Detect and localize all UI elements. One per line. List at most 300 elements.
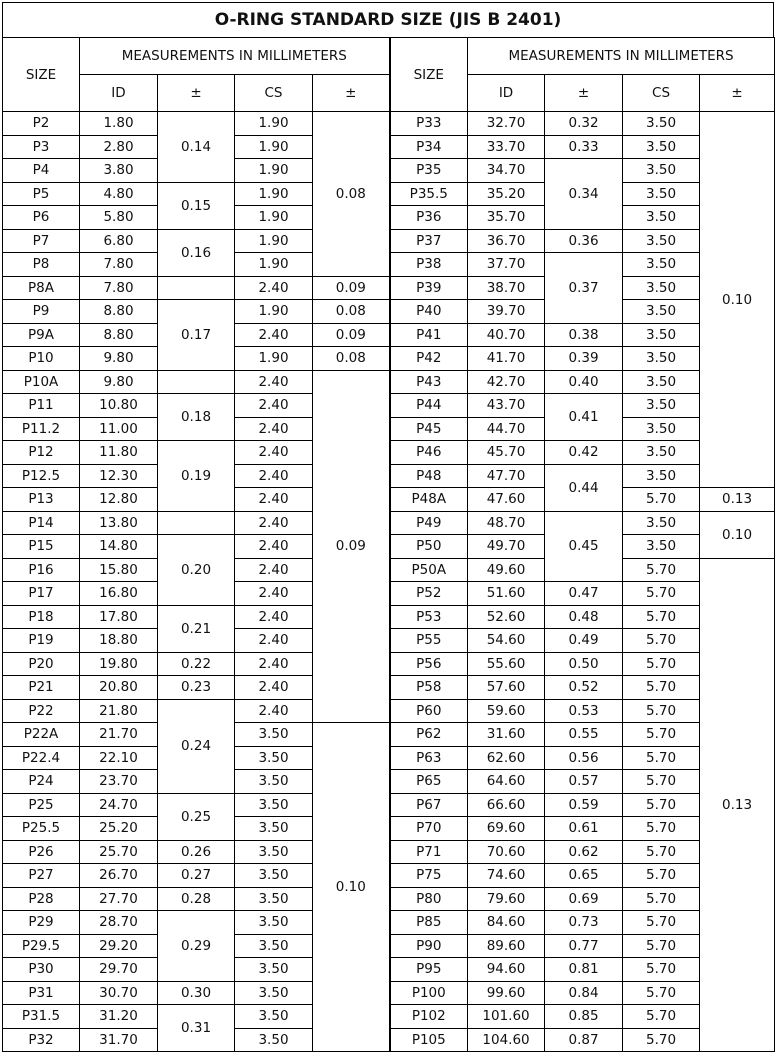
id-cell: 51.60 [468,582,545,606]
id-tolerance-cell: 0.28 [158,887,235,911]
size-cell: P71 [390,840,468,864]
id-tolerance-cell: 0.73 [545,911,623,935]
id-cell: 37.70 [468,253,545,277]
size-cell: P80 [390,887,468,911]
id-cell: 7.80 [80,276,158,300]
size-cell: P34 [390,135,468,159]
size-cell: P95 [390,958,468,982]
size-cell: P18 [3,605,80,629]
cs-cell: 2.40 [235,652,313,676]
id-cell: 27.70 [80,887,158,911]
cs-cell: 2.40 [235,699,313,723]
size-cell: P8 [3,253,80,277]
id-cell: 39.70 [468,300,545,324]
cs-cell: 5.70 [623,1005,700,1029]
id-cell: 31.60 [468,723,545,747]
id-cell: 101.60 [468,1005,545,1029]
id-cell: 35.20 [468,182,545,206]
id-cell: 69.60 [468,817,545,841]
cs-cell: 5.70 [623,676,700,700]
table-row [3,323,775,347]
cs-cell: 3.50 [623,159,700,183]
id-cell: 79.60 [468,887,545,911]
id-cell: 29.70 [80,958,158,982]
id-header: ID [468,75,545,112]
id-cell: 99.60 [468,981,545,1005]
cs-cell: 2.40 [235,464,313,488]
id-cell: 1.80 [80,112,158,136]
size-header: SIZE [3,38,80,112]
cs-cell: 3.50 [235,958,313,982]
size-cell: P50 [390,535,468,559]
id-tolerance-cell: 0.44 [545,464,623,511]
id-tolerance-cell: 0.38 [545,323,623,347]
id-cell: 38.70 [468,276,545,300]
size-cell: P70 [390,817,468,841]
id-cell: 28.70 [80,911,158,935]
cs-cell: 3.50 [235,723,313,747]
id-tolerance-cell: 0.22 [158,652,235,676]
id-tolerance-cell: 0.18 [158,394,235,441]
id-tolerance-cell [158,276,235,300]
cs-cell: 5.70 [623,887,700,911]
cs-cell: 2.40 [235,676,313,700]
id-tolerance-cell: 0.48 [545,605,623,629]
id-cell: 12.80 [80,488,158,512]
size-cell: P27 [3,864,80,888]
id-tolerance-cell: 0.40 [545,370,623,394]
cs-cell: 1.90 [235,229,313,253]
id-cell: 11.00 [80,417,158,441]
id-tolerance-cell: 0.65 [545,864,623,888]
id-tolerance-cell: 0.14 [158,112,235,183]
cs-cell: 5.70 [623,652,700,676]
cs-cell: 3.50 [235,981,313,1005]
id-cell: 62.60 [468,746,545,770]
table-body [3,112,775,1052]
cs-cell: 3.50 [623,323,700,347]
id-tolerance-cell: 0.56 [545,746,623,770]
cs-cell: 5.70 [623,793,700,817]
cs-cell: 3.50 [235,770,313,794]
id-cell: 36.70 [468,229,545,253]
cs-cell: 3.50 [623,300,700,324]
id-tolerance-cell: 0.61 [545,817,623,841]
cs-cell: 3.50 [623,394,700,418]
size-cell: P10A [3,370,80,394]
size-cell: P3 [3,135,80,159]
size-cell: P48A [390,488,468,512]
cs-cell: 5.70 [623,723,700,747]
id-cell: 5.80 [80,206,158,230]
id-cell: 6.80 [80,229,158,253]
cs-cell: 3.50 [623,253,700,277]
cs-cell: 5.70 [623,817,700,841]
cs-cell: 5.70 [623,699,700,723]
id-tolerance-cell: 0.33 [545,135,623,159]
id-cell: 25.70 [80,840,158,864]
id-tolerance-cell: 0.15 [158,182,235,229]
id-cell: 40.70 [468,323,545,347]
size-cell: P22A [3,723,80,747]
size-cell: P90 [390,934,468,958]
table-row [3,347,775,371]
id-tolerance-cell: 0.77 [545,934,623,958]
cs-cell: 2.40 [235,629,313,653]
cs-cell: 3.50 [235,840,313,864]
size-cell: P49 [390,511,468,535]
id-cell: 34.70 [468,159,545,183]
cs-cell: 5.70 [623,582,700,606]
id-tolerance-cell: 0.45 [545,511,623,582]
size-cell: P35 [390,159,468,183]
cs-cell: 5.70 [623,770,700,794]
size-cell: P29 [3,911,80,935]
cs-cell: 3.50 [235,911,313,935]
cs-cell: 5.70 [623,934,700,958]
cs-cell: 3.50 [623,112,700,136]
id-tolerance-cell: 0.47 [545,582,623,606]
cs-tolerance-cell: 0.10 [700,112,775,488]
id-cell: 7.80 [80,253,158,277]
id-cell: 57.60 [468,676,545,700]
cs-cell: 3.50 [235,864,313,888]
cs-cell: 3.50 [623,182,700,206]
size-cell: P52 [390,582,468,606]
id-tolerance-cell: 0.37 [545,253,623,324]
size-cell: P19 [3,629,80,653]
id-cell: 2.80 [80,135,158,159]
size-cell: P41 [390,323,468,347]
id-tolerance-cell: 0.23 [158,676,235,700]
cs-cell: 2.40 [235,558,313,582]
cs-cell: 3.50 [623,370,700,394]
table-row [3,723,775,747]
cs-tolerance-cell: 0.13 [700,488,775,512]
size-cell: P9A [3,323,80,347]
id-cell: 14.80 [80,535,158,559]
cs-cell: 2.40 [235,441,313,465]
id-tolerance-cell: 0.29 [158,911,235,982]
size-cell: P45 [390,417,468,441]
id-cell: 16.80 [80,582,158,606]
id-tolerance-cell: 0.36 [545,229,623,253]
cs-cell: 5.70 [623,864,700,888]
id-cell: 55.60 [468,652,545,676]
id-tolerance-cell: 0.59 [545,793,623,817]
id-cell: 18.80 [80,629,158,653]
size-cell: P75 [390,864,468,888]
id-cell: 3.80 [80,159,158,183]
id-tolerance-cell: 0.24 [158,699,235,793]
cs-cell: 5.70 [623,911,700,935]
id-tolerance-cell: 0.17 [158,300,235,371]
id-cell: 66.60 [468,793,545,817]
cs-tolerance-cell: 0.10 [313,723,390,1052]
cs-cell: 3.50 [235,746,313,770]
size-cell: P20 [3,652,80,676]
id-cell: 11.80 [80,441,158,465]
size-cell: P105 [390,1028,468,1052]
cs-cell: 3.50 [235,934,313,958]
id-cell: 74.60 [468,864,545,888]
cs-cell: 3.50 [235,817,313,841]
size-cell: P12.5 [3,464,80,488]
cs-tolerance-cell: 0.10 [700,511,775,558]
id-tolerance-cell: 0.31 [158,1005,235,1052]
size-cell: P43 [390,370,468,394]
cs-cell: 5.70 [623,981,700,1005]
cs-cell: 3.50 [235,1005,313,1029]
cs-cell: 5.70 [623,958,700,982]
size-cell: P12 [3,441,80,465]
size-cell: P8A [3,276,80,300]
id-cell: 31.20 [80,1005,158,1029]
id-cell: 52.60 [468,605,545,629]
id-tolerance-cell: 0.69 [545,887,623,911]
cs-cell: 2.40 [235,276,313,300]
size-cell: P25.5 [3,817,80,841]
size-cell: P42 [390,347,468,371]
id-tolerance-cell: 0.34 [545,159,623,230]
size-cell: P16 [3,558,80,582]
id-tolerance-cell: 0.62 [545,840,623,864]
id-cell: 42.70 [468,370,545,394]
table-row [3,370,775,394]
id-cell: 9.80 [80,347,158,371]
cs-tolerance-cell: 0.09 [313,370,390,723]
id-tolerance-cell [158,511,235,535]
size-cell: P53 [390,605,468,629]
cs-cell: 3.50 [623,417,700,441]
cs-cell: 2.40 [235,582,313,606]
cs-cell: 2.40 [235,394,313,418]
oring-size-document [2,2,774,1052]
id-tolerance-cell: 0.30 [158,981,235,1005]
size-cell: P46 [390,441,468,465]
size-cell: P55 [390,629,468,653]
id-cell: 31.70 [80,1028,158,1052]
cs-cell: 5.70 [623,558,700,582]
id-cell: 48.70 [468,511,545,535]
size-cell: P85 [390,911,468,935]
size-cell: P58 [390,676,468,700]
cs-tolerance-cell: 0.08 [313,112,390,277]
id-cell: 64.60 [468,770,545,794]
id-cell: 45.70 [468,441,545,465]
id-cell: 47.60 [468,488,545,512]
id-cell: 13.80 [80,511,158,535]
size-cell: P28 [3,887,80,911]
id-cell: 21.70 [80,723,158,747]
measurements-header: MEASUREMENTS IN MILLIMETERS [468,38,775,75]
cs-cell: 5.70 [623,605,700,629]
size-cell: P38 [390,253,468,277]
size-cell: P56 [390,652,468,676]
id-cell: 4.80 [80,182,158,206]
id-tolerance-header: ± [545,75,623,112]
cs-cell: 2.40 [235,417,313,441]
id-tolerance-cell: 0.84 [545,981,623,1005]
id-cell: 44.70 [468,417,545,441]
size-cell: P63 [390,746,468,770]
id-tolerance-cell: 0.39 [545,347,623,371]
id-tolerance-cell: 0.16 [158,229,235,276]
id-cell: 21.80 [80,699,158,723]
size-cell: P24 [3,770,80,794]
id-tolerance-cell: 0.25 [158,793,235,840]
cs-cell: 2.40 [235,370,313,394]
cs-cell: 5.70 [623,746,700,770]
oring-size-table [2,37,775,1052]
cs-cell: 3.50 [623,464,700,488]
table-row [3,112,775,136]
size-cell: P32 [3,1028,80,1052]
id-cell: 89.60 [468,934,545,958]
cs-tolerance-cell: 0.09 [313,323,390,347]
size-cell: P4 [3,159,80,183]
id-cell: 35.70 [468,206,545,230]
size-cell: P17 [3,582,80,606]
id-tolerance-cell [158,370,235,394]
id-header: ID [80,75,158,112]
size-cell: P102 [390,1005,468,1029]
id-cell: 70.60 [468,840,545,864]
cs-header: CS [623,75,700,112]
id-cell: 8.80 [80,300,158,324]
size-cell: P48 [390,464,468,488]
id-cell: 32.70 [468,112,545,136]
size-cell: P31.5 [3,1005,80,1029]
size-cell: P30 [3,958,80,982]
cs-cell: 3.50 [235,887,313,911]
id-cell: 19.80 [80,652,158,676]
size-header: SIZE [390,38,468,112]
size-cell: P21 [3,676,80,700]
size-cell: P62 [390,723,468,747]
size-cell: P33 [390,112,468,136]
document-title: O-RING STANDARD SIZE (JIS B 2401) [2,2,774,37]
id-cell: 8.80 [80,323,158,347]
id-cell: 54.60 [468,629,545,653]
size-cell: P7 [3,229,80,253]
table-row [3,300,775,324]
cs-tolerance-cell: 0.08 [313,300,390,324]
cs-cell: 1.90 [235,253,313,277]
id-tolerance-cell: 0.26 [158,840,235,864]
id-cell: 9.80 [80,370,158,394]
size-cell: P5 [3,182,80,206]
cs-cell: 2.40 [235,323,313,347]
id-tolerance-cell: 0.49 [545,629,623,653]
cs-cell: 3.50 [235,793,313,817]
cs-tolerance-header: ± [313,75,390,112]
id-cell: 23.70 [80,770,158,794]
id-cell: 20.80 [80,676,158,700]
id-tolerance-cell: 0.81 [545,958,623,982]
cs-header: CS [235,75,313,112]
id-cell: 30.70 [80,981,158,1005]
id-cell: 49.60 [468,558,545,582]
id-tolerance-cell: 0.20 [158,535,235,606]
id-cell: 59.60 [468,699,545,723]
size-cell: P67 [390,793,468,817]
cs-cell: 5.70 [623,1028,700,1052]
cs-tolerance-cell: 0.13 [700,558,775,1052]
size-cell: P50A [390,558,468,582]
id-tolerance-cell: 0.41 [545,394,623,441]
size-cell: P26 [3,840,80,864]
cs-cell: 2.40 [235,605,313,629]
cs-cell: 1.90 [235,159,313,183]
id-cell: 12.30 [80,464,158,488]
id-tolerance-cell: 0.21 [158,605,235,652]
cs-cell: 5.70 [623,840,700,864]
id-cell: 33.70 [468,135,545,159]
size-cell: P9 [3,300,80,324]
id-cell: 41.70 [468,347,545,371]
cs-cell: 3.50 [623,206,700,230]
table-row [3,276,775,300]
size-cell: P15 [3,535,80,559]
cs-tolerance-header: ± [700,75,775,112]
size-cell: P31 [3,981,80,1005]
id-cell: 49.70 [468,535,545,559]
size-cell: P14 [3,511,80,535]
cs-cell: 3.50 [623,511,700,535]
size-cell: P100 [390,981,468,1005]
cs-cell: 1.90 [235,135,313,159]
cs-cell: 5.70 [623,629,700,653]
measurements-header: MEASUREMENTS IN MILLIMETERS [80,38,390,75]
id-cell: 17.80 [80,605,158,629]
size-cell: P29.5 [3,934,80,958]
id-tolerance-cell: 0.42 [545,441,623,465]
size-cell: P35.5 [390,182,468,206]
id-tolerance-cell: 0.19 [158,441,235,512]
cs-cell: 3.50 [623,135,700,159]
cs-cell: 3.50 [623,535,700,559]
size-cell: P11 [3,394,80,418]
cs-tolerance-cell: 0.08 [313,347,390,371]
cs-cell: 2.40 [235,535,313,559]
size-cell: P13 [3,488,80,512]
size-cell: P22.4 [3,746,80,770]
cs-cell: 5.70 [623,488,700,512]
id-tolerance-cell: 0.50 [545,652,623,676]
cs-cell: 1.90 [235,347,313,371]
size-cell: P60 [390,699,468,723]
id-tolerance-header: ± [158,75,235,112]
size-cell: P6 [3,206,80,230]
size-cell: P11.2 [3,417,80,441]
cs-cell: 2.40 [235,511,313,535]
cs-cell: 1.90 [235,112,313,136]
size-cell: P40 [390,300,468,324]
id-cell: 10.80 [80,394,158,418]
id-cell: 26.70 [80,864,158,888]
cs-cell: 3.50 [623,276,700,300]
id-tolerance-cell: 0.52 [545,676,623,700]
cs-cell: 1.90 [235,206,313,230]
id-cell: 24.70 [80,793,158,817]
size-cell: P25 [3,793,80,817]
cs-cell: 3.50 [623,229,700,253]
cs-cell: 3.50 [623,441,700,465]
id-tolerance-cell: 0.85 [545,1005,623,1029]
id-cell: 47.70 [468,464,545,488]
id-cell: 84.60 [468,911,545,935]
